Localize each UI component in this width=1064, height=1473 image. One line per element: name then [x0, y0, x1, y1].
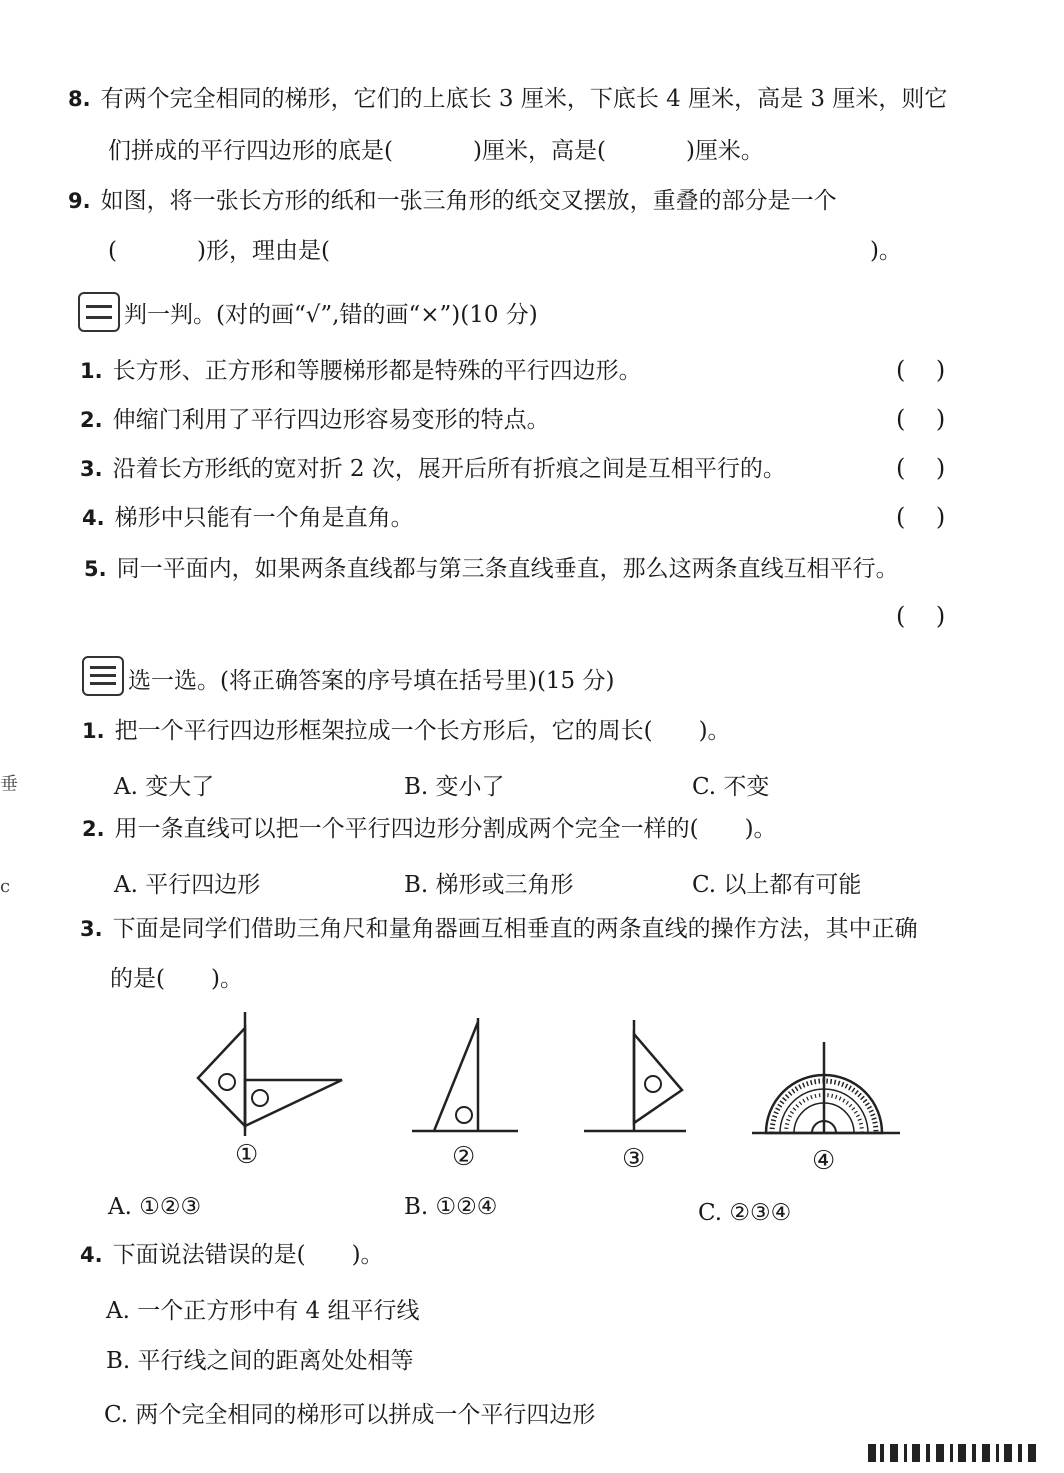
option-b[interactable]: B. 平行线之间的距离处处相等	[106, 1348, 414, 1374]
figure-label-1: ①	[235, 1140, 259, 1170]
item-text: 伸缩门利用了平行四边形容易变形的特点。	[112, 407, 550, 433]
answer-parentheses[interactable]: ( )	[896, 454, 946, 482]
item-number: 2.	[80, 408, 103, 432]
text-part: )厘米。	[685, 138, 764, 164]
item-text: 沿着长方形纸的宽对折 2 次，展开后所有折痕之间是互相平行的。	[112, 456, 786, 482]
question-text: 用一条直线可以把一个平行四边形分割成两个完全一样的( )。	[114, 816, 777, 842]
figure-4-protractor	[752, 1042, 902, 1138]
judge-item-5	[84, 556, 899, 584]
item-number: 4.	[82, 506, 105, 530]
question-number: 9.	[68, 189, 91, 213]
answer-parentheses[interactable]: ( )	[896, 503, 946, 531]
option-a[interactable]: A. ①②③	[108, 1194, 202, 1220]
choice-question-2	[82, 816, 777, 844]
choice-question-3-line-1	[80, 916, 918, 944]
answer-parentheses[interactable]: ( )	[896, 602, 946, 630]
answer-parentheses[interactable]: ( )	[896, 356, 946, 384]
figure-3-set-square	[584, 1018, 689, 1138]
question-9-line-2	[108, 238, 902, 266]
question-number: 8.	[68, 87, 91, 111]
question-number: 1.	[82, 719, 105, 743]
item-text: 同一平面内，如果两条直线都与第三条直线垂直，那么这两条直线互相平行。	[116, 556, 899, 582]
option-c[interactable]: C. 不变	[692, 774, 770, 800]
option-c[interactable]: C. ②③④	[698, 1200, 792, 1226]
text-part: (	[108, 238, 117, 264]
figure-2-set-square	[412, 1018, 522, 1138]
text-part: 们拼成的平行四边形的底是(	[108, 138, 393, 164]
question-text: 下面是同学们借助三角尺和量角器画互相垂直的两条直线的操作方法，其中正确	[112, 916, 918, 942]
question-number: 4.	[80, 1243, 103, 1267]
option-c[interactable]: C. 两个完全相同的梯形可以拼成一个平行四边形	[104, 1402, 596, 1428]
option-a[interactable]: A. 一个正方形中有 4 组平行线	[106, 1298, 420, 1324]
figure-label-4: ④	[812, 1146, 836, 1176]
item-number: 1.	[80, 359, 103, 383]
choice-question-4	[80, 1242, 384, 1270]
judge-section-title: 判一判。(对的画“√”,错的画“×”)(10 分)	[124, 302, 538, 328]
text-part: )形，理由是(	[196, 238, 330, 264]
judge-item-1	[80, 358, 642, 386]
judge-item-3	[80, 456, 786, 484]
option-a[interactable]: A. 平行四边形	[114, 872, 261, 898]
option-b[interactable]: B. 梯形或三角形	[404, 872, 574, 898]
figure-label-2: ②	[452, 1142, 476, 1172]
item-number: 3.	[80, 457, 103, 481]
question-number: 3.	[80, 917, 103, 941]
item-number: 5.	[84, 557, 107, 581]
judge-item-2	[80, 407, 550, 435]
judge-item-4	[82, 505, 414, 533]
text-part: )。	[869, 238, 902, 264]
question-text: 有两个完全相同的梯形，它们的上底长 3 厘米，下底长 4 厘米，高是 3 厘米，则它	[100, 86, 948, 112]
question-9-line-1	[68, 188, 837, 216]
option-a[interactable]: A. 变大了	[114, 774, 215, 800]
edge-mark: 垂	[0, 774, 18, 795]
barcode-strip	[868, 1442, 1038, 1464]
choice-question-3-line-2: 的是( )。	[110, 966, 243, 992]
figure-1-set-squares	[190, 1008, 360, 1138]
option-b[interactable]: B. ①②④	[404, 1194, 498, 1220]
section-two-icon	[78, 292, 120, 332]
answer-parentheses[interactable]: ( )	[896, 405, 946, 433]
question-8-line-2	[108, 138, 764, 166]
item-text: 梯形中只能有一个角是直角。	[114, 505, 414, 531]
text-part: )厘米，高是(	[472, 138, 606, 164]
question-text: 把一个平行四边形框架拉成一个长方形后，它的周长( )。	[114, 718, 731, 744]
choice-section-title: 选一选。(将正确答案的序号填在括号里)(15 分)	[128, 668, 615, 694]
item-text: 长方形、正方形和等腰梯形都是特殊的平行四边形。	[112, 358, 642, 384]
choice-question-1	[82, 718, 731, 746]
option-c[interactable]: C. 以上都有可能	[692, 872, 862, 898]
question-text: 如图，将一张长方形的纸和一张三角形的纸交叉摆放，重叠的部分是一个	[100, 188, 837, 214]
edge-mark: c	[0, 876, 11, 897]
option-b[interactable]: B. 变小了	[404, 774, 505, 800]
question-8-line-1	[68, 86, 947, 114]
question-number: 2.	[82, 817, 105, 841]
question-text: 下面说法错误的是( )。	[112, 1242, 384, 1268]
figure-label-3: ③	[622, 1144, 646, 1174]
section-three-icon	[82, 656, 124, 696]
